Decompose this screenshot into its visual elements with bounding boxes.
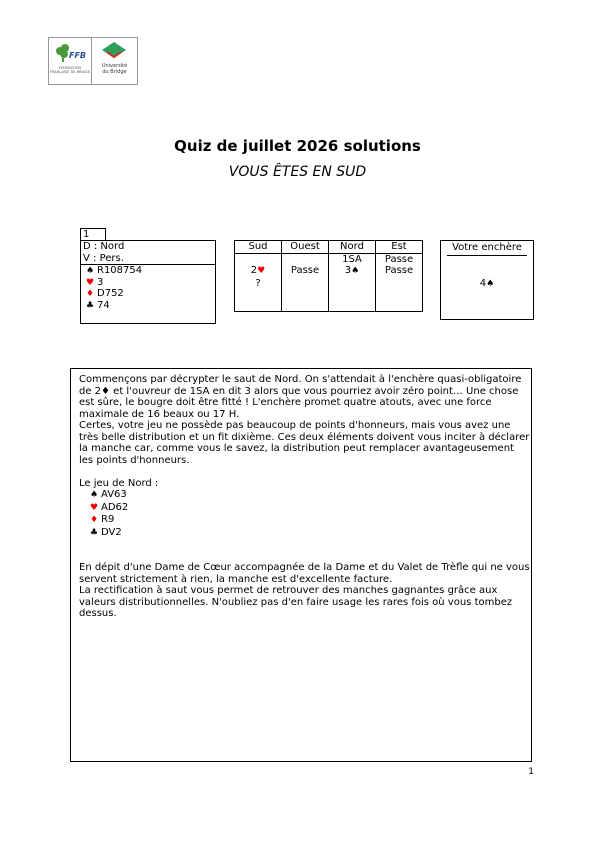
bidding-table [234,240,423,312]
club-icon: ♣ [89,527,99,538]
club-icon: ♣ [85,300,95,311]
bid-col-ouest [282,253,329,311]
hand-diamonds: ♦ D752 [81,288,215,300]
answer-value: 4♠ [479,278,495,289]
solution-box [70,368,532,762]
bid-est-2: Passe [384,265,414,276]
ub-diamond-icon [92,40,137,64]
vulnerability-line: V : Pers. [81,253,215,266]
solution-paragraph-1: Commençons par décrypter le saut de Nord. On s'attendait à l'enchère quasi-obligatoire de 2♦ et l'ouvreur de 1SA en dit 3 alors que vous pourriez avoir zéro point… Une chose est sûre, le bougre doit être fitté ! L'enchère promet quatre atouts, avec une force maximale de 16 beaux ou 17 H. [79,374,522,420]
bid-col-nord [329,253,376,311]
north-spades: ♠ AV63 [79,489,531,502]
diamond-icon: ♦ [85,289,95,299]
bid-est-1: Passe [384,253,414,265]
bid-sud-1: 2♥ [250,265,266,276]
bid-header-est: Est [376,241,423,254]
heart-icon: ♥ [257,266,266,276]
spade-icon: ♠ [486,279,495,289]
logo-block [48,37,138,85]
hand-hearts: ♥ 3 [81,277,215,289]
universite-bridge-logo [92,38,137,84]
answer-label: Votre enchère [447,242,527,256]
deal-number: 1 [80,228,106,241]
ffb-logo [49,38,92,84]
page-number: 1 [528,767,534,777]
diamond-icon: ♦ [89,515,99,525]
page-title: Quiz de juillet 2026 solutions [174,137,421,155]
spade-icon: ♠ [351,266,360,276]
solution-paragraph-4: La rectification à saut vous permet de retrouver des manches gagnantes grâce aux valeurs distributionnelles. N'oubliez pas d'en faire usage les rares fois où vous tombez dessus. [79,585,513,619]
north-clubs: ♣ DV2 [79,527,531,540]
bid-col-sud [235,253,282,311]
hand-spades: ♠ R108754 [81,265,215,277]
north-hearts: ♥ AD62 [79,502,531,515]
answer-box [440,240,534,320]
ffb-label: FÉDÉRATION FRANÇAISE DE BRIDGE [49,66,91,74]
north-hand-title: Le jeu de Nord : [79,477,159,489]
ffb-clover-icon [49,40,91,68]
bid-header-ouest: Ouest [282,241,329,254]
solution-paragraph-2: Certes, votre jeu ne possède pas beaucoup de points d'honneurs, mais vous avez une très belle distribution et un fit dixième. Ces deux éléments doivent vous inciter à déclarer la manche car, comme vous le savez, la distribution peut remplacer avantageusement les points d'honneurs. [79,420,530,466]
bid-sud-2: ? [255,277,261,289]
bid-nord-1: 1SA [342,253,362,265]
solution-paragraph-3: En dépit d'une Dame de Cœur accompagnée de la Dame et du Valet de Trèfle qui ne vous servent strictement à rien, la manche est d'excellente facture. [79,562,530,585]
heart-icon: ♥ [89,502,99,513]
dealer-line: D : Nord [83,241,125,252]
south-hand-box [80,240,216,324]
bid-ouest-1: Passe [290,265,320,276]
ub-label: Université du Bridge [101,63,128,75]
bid-col-est [376,253,423,311]
page-subtitle: VOUS ÊTES EN SUD [228,164,367,180]
bid-header-nord: Nord [329,241,376,254]
north-diamonds: ♦ R9 [79,514,531,527]
spade-icon: ♠ [85,266,95,276]
heart-icon: ♥ [85,277,95,288]
bid-header-sud: Sud [235,241,282,254]
ffb-mark: FFB [69,51,87,60]
bid-nord-2: 3♠ [344,265,360,276]
spade-icon: ♠ [89,490,99,500]
hand-clubs: ♣ 74 [81,300,215,312]
